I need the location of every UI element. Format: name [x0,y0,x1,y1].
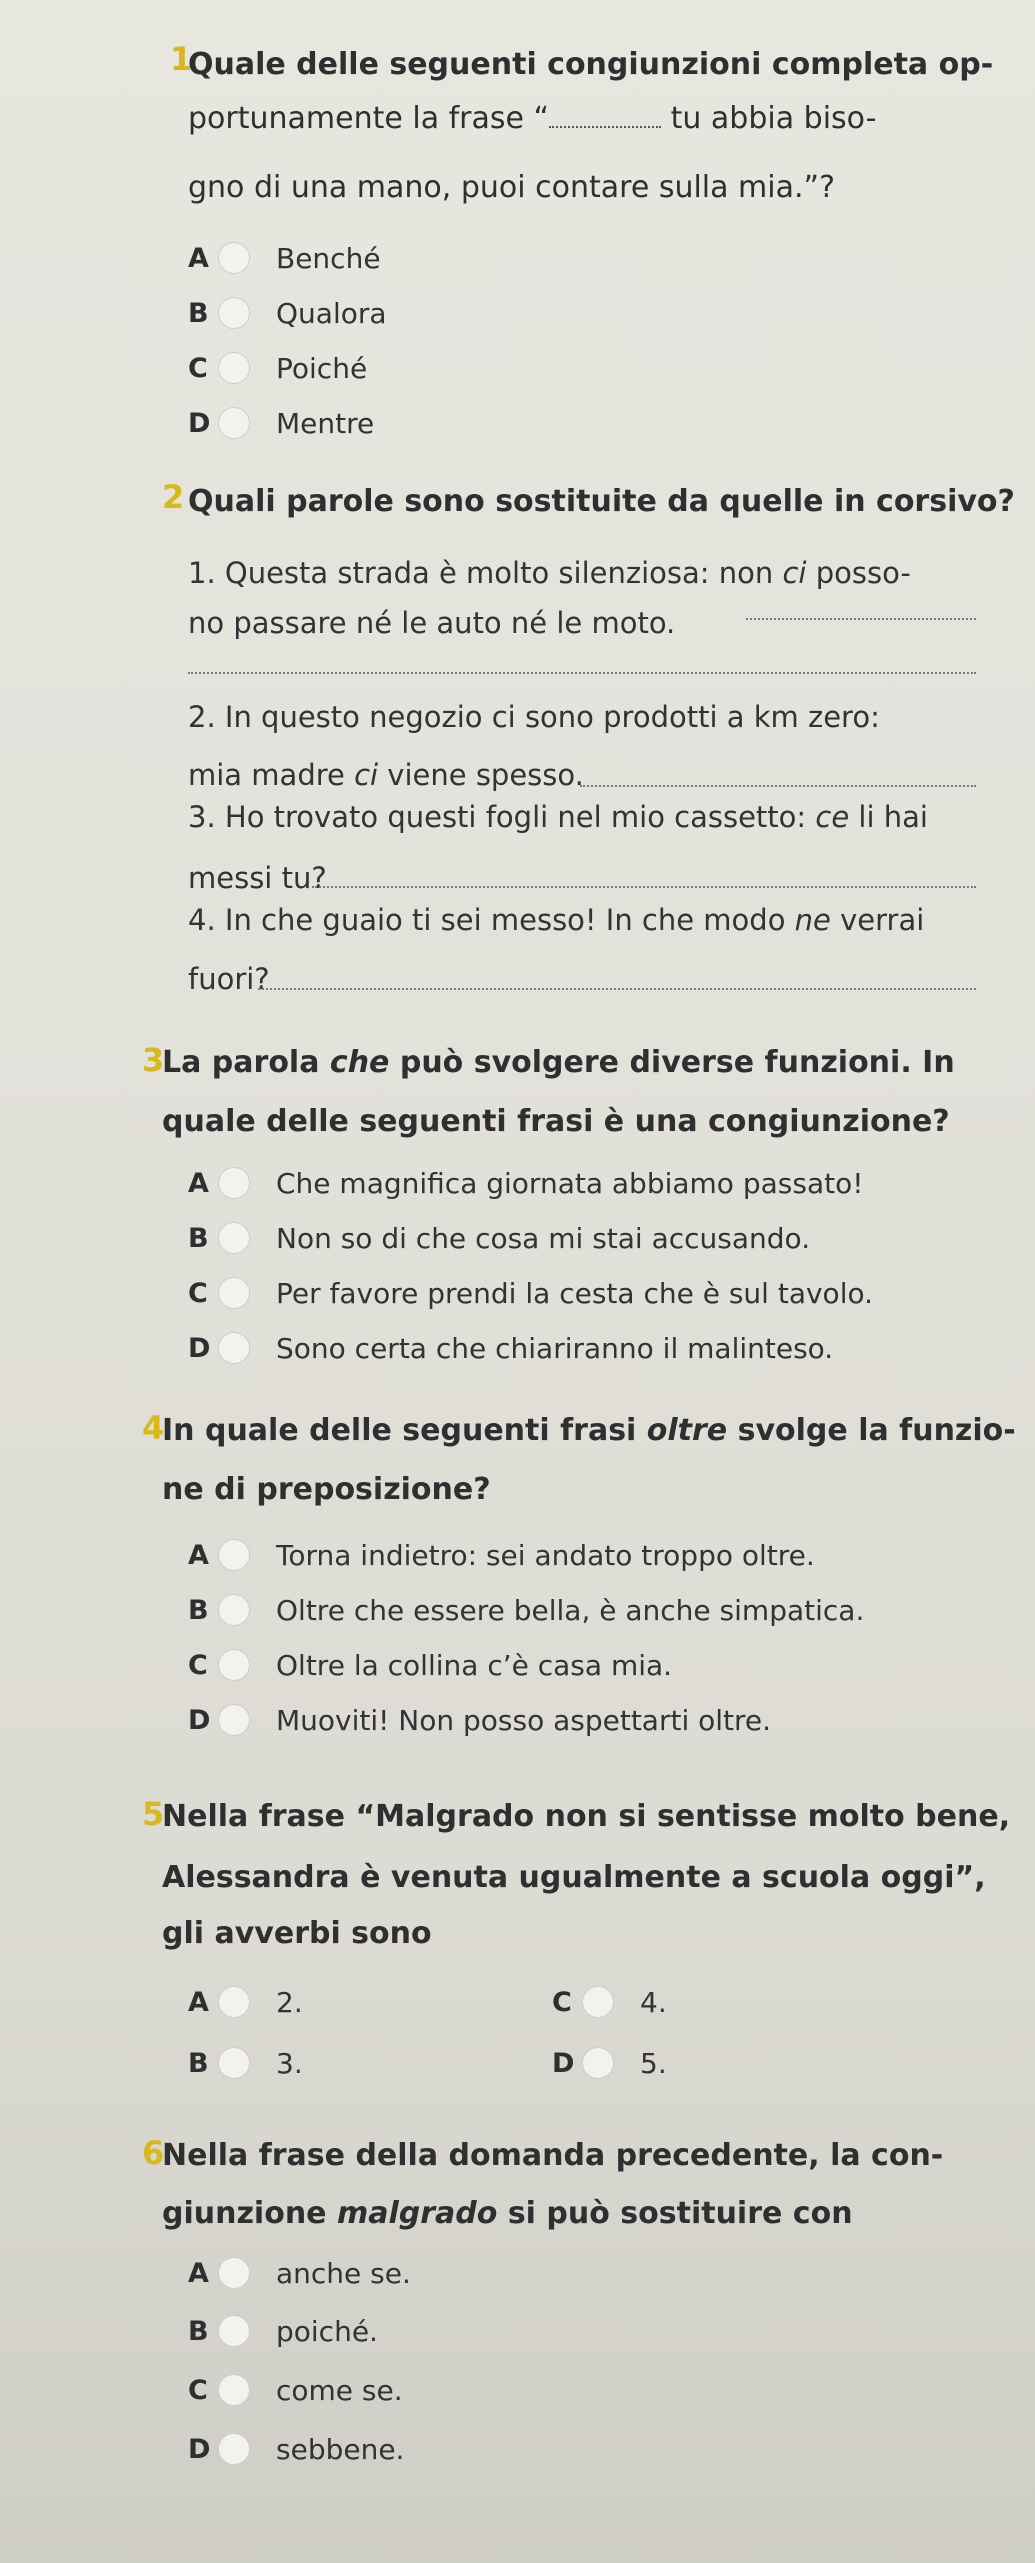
question-5-option-c[interactable] [552,1982,667,2022]
question-6-option-b[interactable] [188,2311,378,2351]
radio-circle[interactable] [218,1594,250,1626]
option-text: Per favore prendi la cesta che è sul tavolo. [276,1276,874,1310]
question-2-number: 2 [162,478,185,516]
question-1-option-c[interactable] [188,348,367,388]
radio-circle[interactable] [218,2315,250,2347]
question-2-item-2-line-1: 2. In questo negozio ci sono prodotti a km zero: [188,700,880,734]
question-5-option-a[interactable] [188,1982,303,2022]
radio-circle[interactable] [218,407,250,439]
question-3-line-1: La parola che può svolgere diverse funzioni. In [162,1045,955,1080]
radio-circle[interactable] [218,2374,250,2406]
option-text: 4. [640,1985,667,2019]
question-5-option-b[interactable] [188,2043,303,2083]
radio-circle[interactable] [218,1332,250,1364]
question-2-answer-line-2[interactable] [580,785,976,787]
option-text: Che magnifica giornata abbiamo passato! [276,1166,864,1200]
option-text: come se. [276,2373,403,2407]
radio-circle[interactable] [218,352,250,384]
question-4-option-c[interactable] [188,1645,672,1685]
question-1-line-1: Quale delle seguenti congiunzioni completa op- [188,47,994,82]
question-2-line-1: Quali parole sono sostituite da quelle in corsivo? [188,484,1015,519]
question-2-item-4-line-2: fuori? [188,962,270,996]
option-text: Oltre la collina c’è casa mia. [276,1648,673,1682]
option-text: anche se. [276,2256,411,2290]
radio-circle[interactable] [582,2047,614,2079]
option-text: 5. [640,2046,667,2080]
option-letter: C [552,1986,572,2018]
question-6-option-d[interactable] [188,2429,404,2469]
question-1-number: 1 [170,40,193,78]
option-letter: D [188,407,211,439]
question-6-option-a[interactable] [188,2253,411,2293]
option-letter: B [188,2315,209,2347]
question-2-item-2-line-2: mia madre ci viene spesso. [188,758,584,792]
option-text: 2. [276,1985,303,2019]
question-5-option-d[interactable] [552,2043,667,2083]
option-letter: B [188,1594,209,1626]
radio-circle[interactable] [218,242,250,274]
option-text: Oltre che essere bella, è anche simpatica. [276,1593,865,1627]
question-3-option-b[interactable] [188,1218,810,1258]
question-1-blank[interactable] [549,102,661,128]
question-2-item-3-line-2: messi tu? [188,861,327,895]
option-letter: A [188,1986,209,2018]
option-letter: A [188,2257,209,2289]
question-6-number: 6 [142,2134,165,2172]
option-letter: A [188,1167,209,1199]
radio-circle[interactable] [218,2047,250,2079]
option-text: Non so di che cosa mi stai accusando. [276,1221,811,1255]
question-4-option-d[interactable] [188,1700,771,1740]
question-2-item-3-line-1: 3. Ho trovato questi fogli nel mio cassetto: ce li hai [188,800,928,834]
radio-circle[interactable] [218,1986,250,2018]
question-1-line-3: gno di una mano, puoi contare sulla mia.”? [188,170,835,205]
option-letter: D [188,1332,211,1364]
option-letter: C [188,1277,208,1309]
option-letter: D [188,1704,211,1736]
option-text: poiché. [276,2314,378,2348]
radio-circle[interactable] [218,1649,250,1681]
question-6-line-1: Nella frase della domanda precedente, la con- [162,2138,944,2173]
question-2-item-1-line-1: 1. Questa strada è molto silenziosa: non ci posso- [188,556,911,590]
question-2-item-1-line-2: no passare né le auto né le moto. [188,606,676,640]
option-letter: B [188,2047,209,2079]
radio-circle[interactable] [218,2257,250,2289]
question-2-answer-line-3[interactable] [312,886,976,888]
question-1-option-a[interactable] [188,238,381,278]
question-2-item-4-line-1: 4. In che guaio ti sei messo! In che modo ne verrai [188,903,925,937]
question-5-number: 5 [142,1795,165,1833]
radio-circle[interactable] [218,1539,250,1571]
question-3-number: 3 [142,1041,165,1079]
question-2-answer-line-1b[interactable] [188,672,976,674]
radio-circle[interactable] [218,2433,250,2465]
question-5-line-2: Alessandra è venuta ugualmente a scuola oggi”, [162,1860,986,1895]
option-letter: A [188,1539,209,1571]
question-1-option-b[interactable] [188,293,387,333]
option-letter: B [188,297,209,329]
question-3-option-d[interactable] [188,1328,833,1368]
question-2-answer-line-4[interactable] [258,988,976,990]
question-4-option-a[interactable] [188,1535,815,1575]
question-3-option-c[interactable] [188,1273,873,1313]
option-text: 3. [276,2046,303,2080]
option-text: Torna indietro: sei andato troppo oltre. [276,1538,815,1572]
question-6-option-c[interactable] [188,2370,403,2410]
option-letter: D [188,2433,211,2465]
question-4-line-1: In quale delle seguenti frasi oltre svolge la funzio- [162,1413,1016,1448]
question-2-answer-line-1a[interactable] [746,618,976,620]
question-1-option-d[interactable] [188,403,374,443]
option-letter: C [188,352,208,384]
option-text: Muoviti! Non posso aspettarti oltre. [276,1703,772,1737]
question-4-line-2: ne di preposizione? [162,1472,491,1507]
radio-circle[interactable] [218,1167,250,1199]
option-letter: C [188,2374,208,2406]
question-3-option-a[interactable] [188,1163,863,1203]
radio-circle[interactable] [218,1277,250,1309]
radio-circle[interactable] [218,1704,250,1736]
question-1-line-2 [188,93,876,144]
radio-circle[interactable] [218,297,250,329]
option-text: sebbene. [276,2432,405,2466]
option-text: Poiché [276,351,368,385]
option-letter: B [188,1222,209,1254]
option-text: Mentre [276,406,375,440]
question-5-line-1: Nella frase “Malgrado non si sentisse molto bene, [162,1799,1011,1834]
option-letter: D [552,2047,575,2079]
question-1-text-after-blank: tu abbia biso- [670,101,877,136]
question-6-line-2: giunzione malgrado si può sostituire con [162,2196,853,2231]
option-letter: A [188,242,209,274]
option-letter: C [188,1649,208,1681]
question-5-line-3: gli avverbi sono [162,1916,432,1951]
question-3-line-2: quale delle seguenti frasi è una congiunzione? [162,1104,950,1139]
radio-circle[interactable] [218,1222,250,1254]
option-text: Benché [276,241,381,275]
radio-circle[interactable] [582,1986,614,2018]
question-4-number: 4 [142,1409,165,1447]
question-1-text-before-blank: portunamente la frase “ [188,101,550,136]
option-text: Sono certa che chiariranno il malinteso. [276,1331,834,1365]
option-text: Qualora [276,296,387,330]
question-4-option-b[interactable] [188,1590,864,1630]
